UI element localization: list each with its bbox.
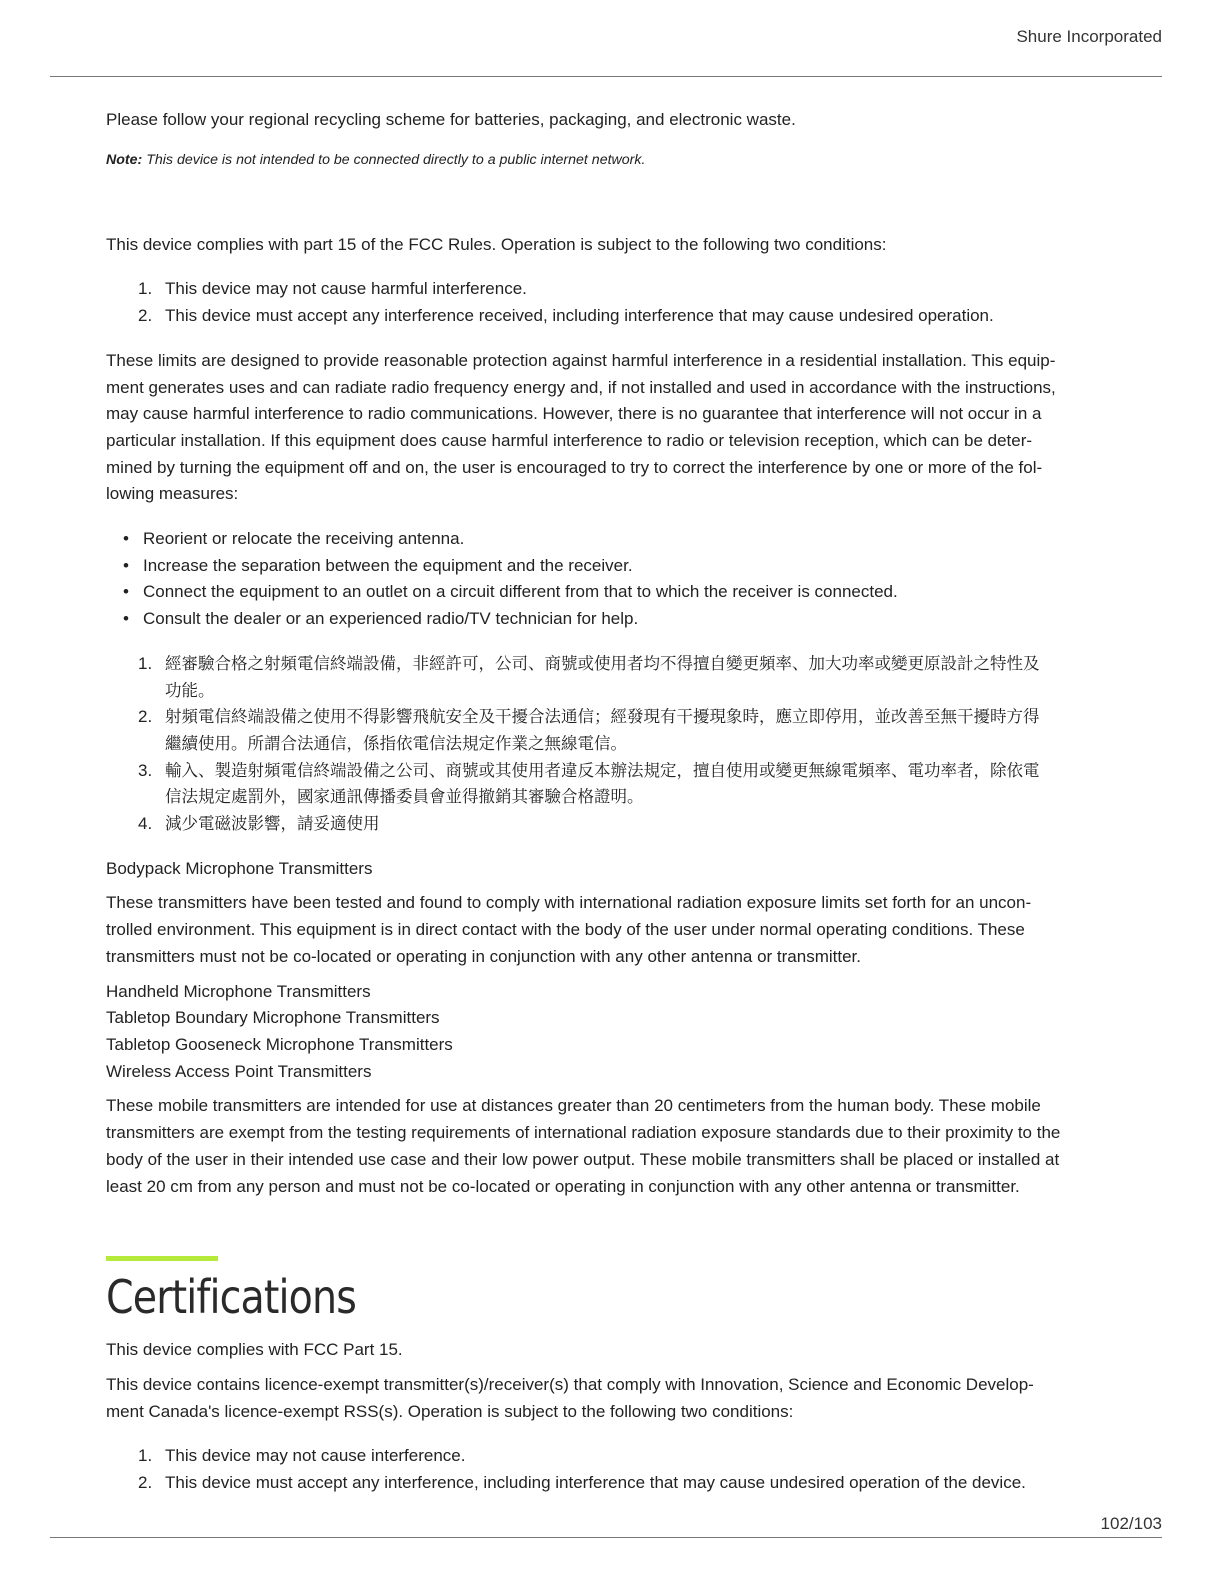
list-number: 1. — [138, 1446, 153, 1466]
list-item — [123, 579, 1112, 606]
certifications-title: Certifications — [106, 1270, 356, 1325]
text-line: transmitters must not be co-located or operating in conjunction with any other antenna or transmitter. — [106, 946, 862, 966]
text-line: particular installation. If this equipment does cause harmful interference to radio or television reception, which can be deter- — [106, 430, 1033, 450]
text-line: transmitters are exempt from the testing requirements of international radiation exposure standards due to their proximity to the — [106, 1123, 1061, 1143]
text-line: These mobile transmitters are intended for use at distances greater than 20 centimeters from the human body. These mobile — [106, 1096, 1041, 1116]
list-text: This device may not cause interference. — [165, 1446, 466, 1466]
bullet: • — [123, 609, 129, 629]
text-line: ment generates uses and can radiate radio frequency energy and, if not installed and used in accordance with the instructions, — [106, 377, 1056, 397]
list-text: Increase the separation between the equipment and the receiver. — [143, 555, 633, 575]
header-divider — [50, 76, 1162, 77]
list-number: 2. — [138, 1473, 153, 1493]
taiwan-ncc-list — [106, 651, 1112, 838]
mobile-heading: Tabletop Boundary Microphone Transmitters — [106, 1008, 440, 1028]
page-content — [106, 107, 1112, 1497]
list-item — [138, 1443, 1112, 1470]
section-accent-bar — [106, 1256, 218, 1261]
note-text: This device is not intended to be connected directly to a public internet network. — [142, 151, 646, 168]
list-item — [138, 303, 1112, 330]
text-line: least 20 cm from any person and must not be co-located or operating in conjunction with any other antenna or transmitter. — [106, 1176, 1020, 1196]
text-line: ment Canada's licence-exempt RSS(s). Operation is subject to the following two conditions: — [106, 1401, 794, 1421]
ised-paragraph — [106, 1372, 1112, 1425]
list-text: 信法規定處罰外，國家通訊傳播委員會並得撤銷其審驗合格證明。 — [165, 787, 644, 807]
list-item — [123, 526, 1112, 553]
list-number: 2. — [138, 707, 153, 727]
list-number: 3. — [138, 760, 153, 780]
list-item — [123, 553, 1112, 580]
network-note — [106, 150, 1112, 170]
list-text: This device may not cause harmful interference. — [165, 279, 527, 299]
note-label: Note: — [106, 151, 143, 168]
mobile-heading: Wireless Access Point Transmitters — [106, 1061, 372, 1081]
list-item — [138, 704, 1112, 757]
text-line: trolled environment. This equipment is in direct contact with the body of the user under normal operating conditions. These — [106, 920, 1025, 940]
list-number: 4. — [138, 814, 153, 834]
list-text: Consult the dealer or an experienced radio/TV technician for help. — [143, 609, 639, 629]
fcc-compliance-text: This device complies with FCC Part 15. — [106, 1340, 403, 1360]
bullet: • — [123, 555, 129, 575]
footer-divider — [50, 1537, 1162, 1538]
list-text: This device must accept any interference, including interference that may cause undesired operation of the device. — [165, 1473, 1026, 1493]
mobile-heading: Tabletop Gooseneck Microphone Transmitters — [106, 1034, 453, 1054]
mobile-headings — [106, 979, 1112, 1086]
list-item — [138, 758, 1112, 811]
text-line: mined by turning the equipment off and on, the user is encouraged to try to correct the interference by one or more of the fol- — [106, 457, 1043, 477]
list-text: 減少電磁波影響，請妥適使用 — [165, 814, 380, 834]
ised-conditions-list — [106, 1443, 1112, 1496]
list-text: Reorient or relocate the receiving antenna. — [143, 529, 465, 549]
mobile-heading: Handheld Microphone Transmitters — [106, 981, 371, 1001]
measures-list — [106, 526, 1112, 633]
list-item — [138, 1470, 1112, 1497]
text-line: may cause harmful interference to radio communications. However, there is no guarantee that interference will not occur in a — [106, 404, 1042, 424]
list-item — [138, 651, 1112, 704]
text-line: body of the user in their intended use case and their low power output. These mobile transmitters shall be placed or installed at — [106, 1149, 1060, 1169]
text-line: These limits are designed to provide reasonable protection against harmful interference in a residential installation. This equip- — [106, 350, 1056, 370]
bodypack-paragraph — [106, 890, 1112, 970]
list-text: This device must accept any interference received, including interference that may cause undesired operation. — [165, 306, 994, 326]
mobile-paragraph — [106, 1093, 1112, 1200]
list-item — [138, 811, 1112, 838]
list-number: 1. — [138, 653, 153, 673]
list-text: 繼續使用。所謂合法通信，係指依電信法規定作業之無線電信。 — [165, 733, 627, 753]
text-line: These transmitters have been tested and found to comply with international radiation exposure limits set forth for an uncon- — [106, 893, 1032, 913]
limits-paragraph — [106, 348, 1112, 508]
text-line: This device contains licence-exempt transmitter(s)/receiver(s) that comply with Innovation, Science and Economic Develop- — [106, 1374, 1034, 1394]
bodypack-heading: Bodypack Microphone Transmitters — [106, 858, 373, 878]
list-text: 輸入、製造射頻電信終端設備之公司、商號或其使用者違反本辦法規定，擅自使用或變更無線電頻率、電功率者，除依電 — [165, 760, 1040, 780]
list-number: 1. — [138, 279, 153, 299]
list-item — [123, 606, 1112, 633]
bullet: • — [123, 529, 129, 549]
list-text: 功能。 — [165, 680, 215, 700]
bullet: • — [123, 582, 129, 602]
text-line: lowing measures: — [106, 484, 239, 504]
fcc-intro: This device complies with part 15 of the FCC Rules. Operation is subject to the following two conditions: — [106, 234, 887, 254]
list-text: 射頻電信終端設備之使用不得影響飛航安全及干擾合法通信；經發現有干擾現象時，應立即停用，並改善至無干擾時方得 — [165, 707, 1040, 727]
list-text: 經審驗合格之射頻電信終端設備，非經許可，公司、商號或使用者均不得擅自變更頻率、加大功率或變更原設計之特性及 — [165, 653, 1040, 673]
header-company-name: Shure Incorporated — [1016, 27, 1162, 46]
list-number: 2. — [138, 306, 153, 326]
list-item — [138, 276, 1112, 303]
fcc-conditions-list — [106, 276, 1112, 329]
recycling-text: Please follow your regional recycling scheme for batteries, packaging, and electronic waste. — [106, 110, 796, 129]
list-text: Connect the equipment to an outlet on a circuit different from that to which the receiver is connected. — [143, 582, 898, 602]
page-number: 102/103 — [1100, 1514, 1162, 1533]
